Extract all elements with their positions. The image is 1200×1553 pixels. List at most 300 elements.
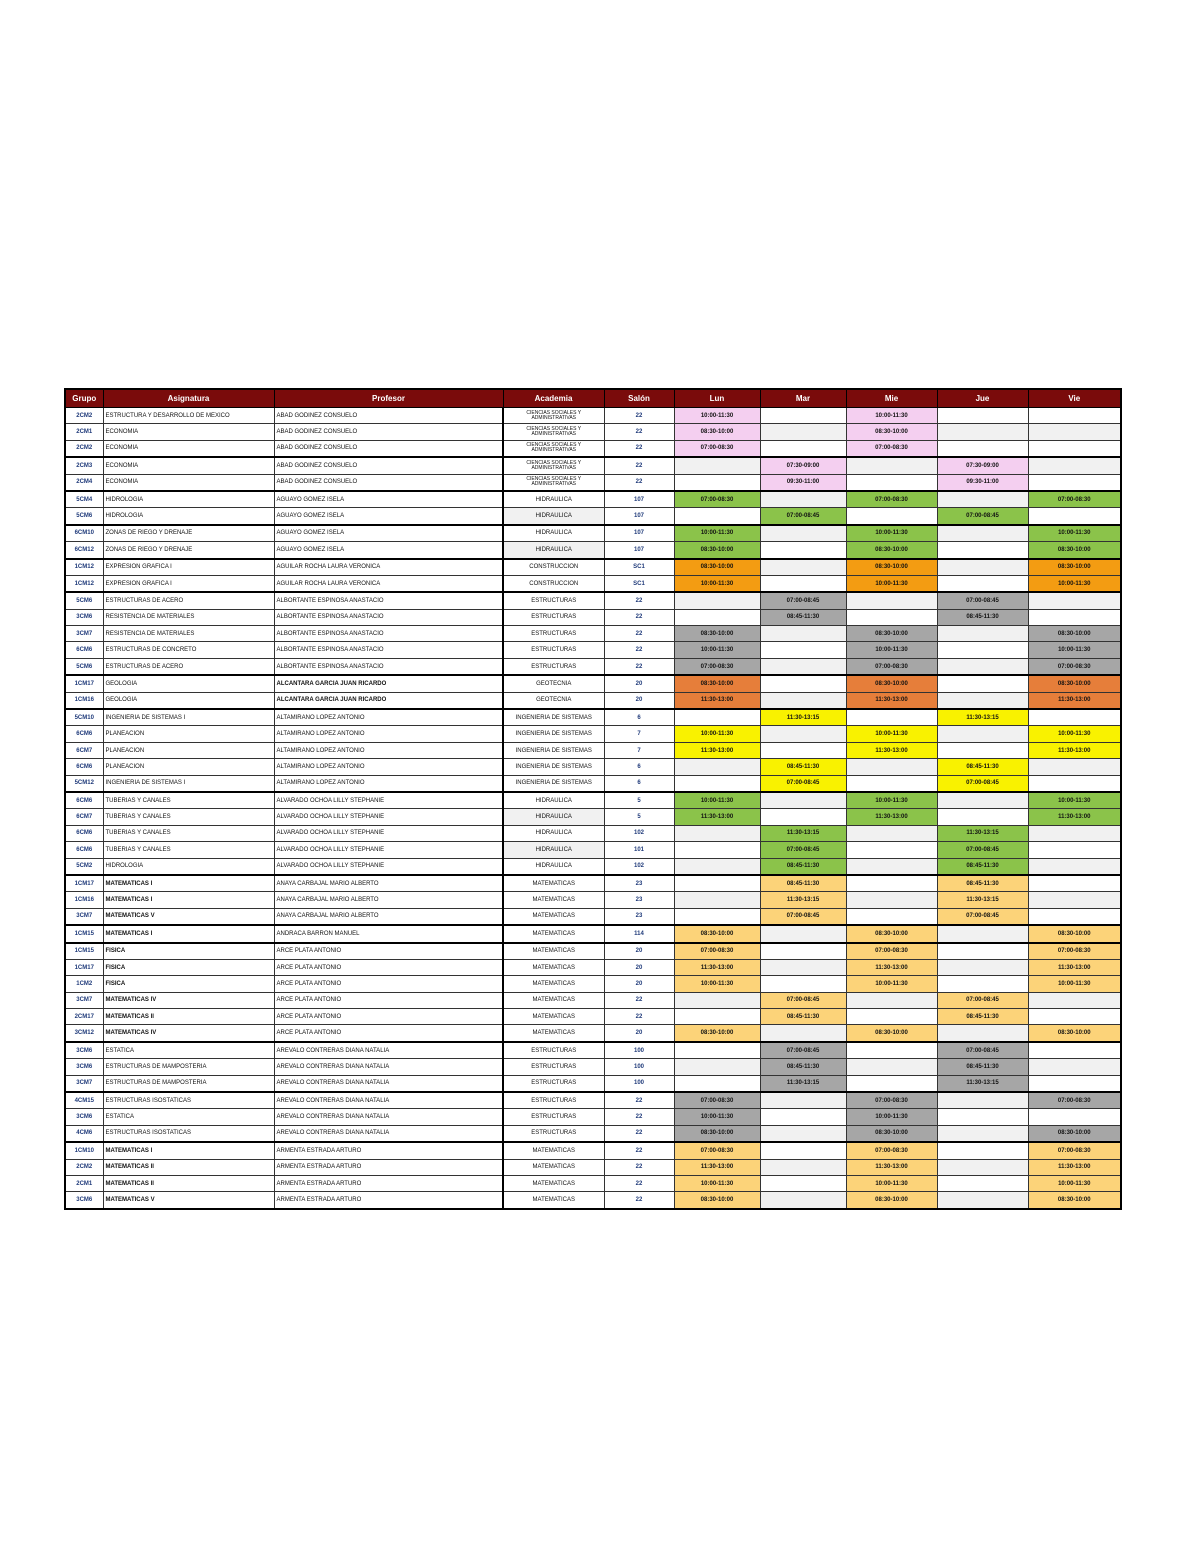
cell-asignatura: TUBERIAS Y CANALES [103,842,274,858]
cell-salon: 107 [604,525,674,542]
cell-mie: 10:00-11:30 [846,976,937,992]
cell-asignatura: PLANEACION [103,726,274,742]
cell-jue: 08:45-11:30 [937,1009,1028,1025]
cell-mie: 07:00-08:30 [846,1092,937,1109]
cell-salon: 20 [604,1025,674,1042]
cell-grupo: 1CM10 [65,1142,103,1159]
table-row [65,1125,1121,1142]
cell-salon: 22 [604,424,674,440]
cell-academia: ESTRUCTURAS [503,592,604,609]
cell-salon: 107 [604,508,674,525]
cell-vie [1028,875,1121,892]
cell-academia: MATEMATICAS [503,1192,604,1209]
cell-asignatura: MATEMATICAS IV [103,992,274,1008]
cell-grupo: 6CM6 [65,726,103,742]
cell-salon: 20 [604,976,674,992]
cell-vie: 11:30-13:00 [1028,959,1121,975]
cell-lun [674,709,760,726]
cell-salon: 20 [604,675,674,692]
cell-jue: 07:30-09:00 [937,457,1028,474]
cell-mie [846,1009,937,1025]
cell-grupo: 1CM2 [65,976,103,992]
cell-salon: 22 [604,474,674,491]
cell-vie: 07:00-08:30 [1028,943,1121,960]
cell-mar: 07:00-08:45 [760,592,846,609]
cell-mie: 08:30-10:00 [846,542,937,559]
table-row [65,408,1121,424]
cell-mie: 07:00-08:30 [846,658,937,675]
header-mie: Mie [846,389,937,408]
cell-asignatura: RESISTENCIA DE MATERIALES [103,609,274,625]
cell-profesor: ALBORTANTE ESPINOSA ANASTACIO [274,626,503,642]
cell-salon: 22 [604,592,674,609]
cell-salon: 22 [604,1142,674,1159]
cell-jue [937,792,1028,809]
cell-salon: 22 [604,1009,674,1025]
cell-asignatura: MATEMATICAS I [103,925,274,942]
cell-asignatura: MATEMATICAS I [103,875,274,892]
cell-mar [760,1109,846,1125]
cell-jue [937,575,1028,592]
cell-grupo: 5CM6 [65,592,103,609]
cell-lun: 08:30-10:00 [674,626,760,642]
cell-grupo: 3CM6 [65,1192,103,1209]
cell-lun [674,508,760,525]
cell-mie: 08:30-10:00 [846,626,937,642]
cell-salon: 22 [604,609,674,625]
header-mar: Mar [760,389,846,408]
cell-grupo: 4CM15 [65,1092,103,1109]
cell-mie: 07:00-08:30 [846,943,937,960]
cell-mar: 07:00-08:45 [760,992,846,1008]
cell-academia: CIENCIAS SOCIALES Y ADMINISTRATIVAS [503,457,604,474]
cell-vie: 07:00-08:30 [1028,1092,1121,1109]
cell-lun [674,1059,760,1075]
table-row [65,842,1121,858]
table-row [65,1075,1121,1092]
cell-vie: 10:00-11:30 [1028,642,1121,658]
cell-mar [760,1092,846,1109]
cell-asignatura: INGENIERIA DE SISTEMAS I [103,775,274,792]
cell-lun [674,825,760,841]
cell-grupo: 2CM17 [65,1009,103,1025]
cell-jue [937,1125,1028,1142]
cell-mie: 08:30-10:00 [846,1192,937,1209]
cell-vie: 07:00-08:30 [1028,658,1121,675]
cell-profesor: ALCANTARA GARCIA JUAN RICARDO [274,692,503,709]
cell-grupo: 5CM2 [65,858,103,875]
cell-grupo: 2CM2 [65,440,103,457]
cell-asignatura: HIDROLOGIA [103,508,274,525]
cell-profesor: ALVARADO OCHOA LILLY STEPHANIE [274,842,503,858]
cell-jue [937,424,1028,440]
cell-profesor: ARMENTA ESTRADA ARTURO [274,1142,503,1159]
cell-profesor: ANDRACA BARRON MANUEL [274,925,503,942]
header-jue: Jue [937,389,1028,408]
cell-academia: MATEMATICAS [503,1175,604,1191]
cell-salon: 22 [604,1175,674,1191]
cell-jue [937,440,1028,457]
cell-lun: 11:30-13:00 [674,742,760,758]
cell-vie [1028,474,1121,491]
cell-profesor: AGUILAR ROCHA LAURA VERONICA [274,559,503,576]
cell-salon: 100 [604,1059,674,1075]
table-row [65,992,1121,1008]
cell-mar [760,792,846,809]
cell-academia: GEOTECNIA [503,692,604,709]
cell-salon: 22 [604,408,674,424]
cell-jue [937,959,1028,975]
cell-vie [1028,1009,1121,1025]
cell-profesor: ABAD GODINEZ CONSUELO [274,408,503,424]
cell-profesor: AREVALO CONTRERAS DIANA NATALIA [274,1125,503,1142]
table-row [65,675,1121,692]
cell-grupo: 1CM12 [65,575,103,592]
table-row [65,508,1121,525]
cell-mie [846,508,937,525]
cell-mie: 08:30-10:00 [846,424,937,440]
cell-grupo: 2CM2 [65,408,103,424]
cell-asignatura: MATEMATICAS II [103,1159,274,1175]
cell-profesor: ALTAMIRANO LOPEZ ANTONIO [274,726,503,742]
table-row [65,1175,1121,1191]
cell-lun: 07:00-08:30 [674,440,760,457]
cell-asignatura: MATEMATICAS IV [103,1025,274,1042]
cell-academia: ESTRUCTURAS [503,609,604,625]
cell-academia: ESTRUCTURAS [503,1042,604,1059]
cell-jue: 07:00-08:45 [937,842,1028,858]
cell-lun: 07:00-08:30 [674,1142,760,1159]
cell-salon: 6 [604,775,674,792]
cell-grupo: 1CM12 [65,559,103,576]
cell-asignatura: MATEMATICAS II [103,1175,274,1191]
cell-salon: 22 [604,440,674,457]
cell-asignatura: ESTATICA [103,1109,274,1125]
cell-mie [846,759,937,775]
cell-grupo: 1CM15 [65,925,103,942]
cell-jue: 07:00-08:45 [937,775,1028,792]
cell-academia: CIENCIAS SOCIALES Y ADMINISTRATIVAS [503,408,604,424]
cell-mie [846,709,937,726]
cell-vie [1028,842,1121,858]
cell-vie: 10:00-11:30 [1028,575,1121,592]
cell-academia: INGENIERIA DE SISTEMAS [503,742,604,758]
cell-jue [937,742,1028,758]
table-row [65,809,1121,825]
cell-lun: 10:00-11:30 [674,726,760,742]
cell-mie: 11:30-13:00 [846,809,937,825]
cell-academia: ESTRUCTURAS [503,1059,604,1075]
cell-vie [1028,759,1121,775]
cell-lun: 07:00-08:30 [674,658,760,675]
cell-mie: 10:00-11:30 [846,792,937,809]
cell-asignatura: MATEMATICAS II [103,1009,274,1025]
cell-salon: 22 [604,1159,674,1175]
cell-jue [937,1175,1028,1191]
cell-mie: 10:00-11:30 [846,642,937,658]
cell-mar [760,408,846,424]
cell-grupo: 6CM10 [65,525,103,542]
cell-grupo: 3CM6 [65,1109,103,1125]
cell-mie: 08:30-10:00 [846,1025,937,1042]
cell-lun: 10:00-11:30 [674,1175,760,1191]
cell-jue [937,1025,1028,1042]
schedule-table [64,388,1122,1210]
cell-vie: 08:30-10:00 [1028,1192,1121,1209]
cell-profesor: ABAD GODINEZ CONSUELO [274,424,503,440]
cell-grupo: 2CM1 [65,1175,103,1191]
cell-asignatura: GEOLOGIA [103,692,274,709]
cell-grupo: 3CM7 [65,1075,103,1092]
cell-salon: 22 [604,1192,674,1209]
cell-vie [1028,908,1121,925]
cell-lun: 10:00-11:30 [674,575,760,592]
cell-mar [760,809,846,825]
cell-academia: CIENCIAS SOCIALES Y ADMINISTRATIVAS [503,424,604,440]
cell-profesor: ALVARADO OCHOA LILLY STEPHANIE [274,858,503,875]
cell-lun: 08:30-10:00 [674,424,760,440]
cell-salon: 22 [604,658,674,675]
cell-vie [1028,609,1121,625]
cell-vie [1028,709,1121,726]
cell-asignatura: EXPRESION GRAFICA I [103,575,274,592]
cell-lun [674,908,760,925]
cell-salon: 22 [604,457,674,474]
cell-academia: HIDRAULICA [503,858,604,875]
cell-jue [937,809,1028,825]
cell-lun [674,1075,760,1092]
cell-lun [674,457,760,474]
cell-profesor: AGUAYO GOMEZ ISELA [274,525,503,542]
schedule-body [65,408,1121,1209]
cell-grupo: 6CM12 [65,542,103,559]
cell-lun [674,1042,760,1059]
cell-lun [674,842,760,858]
cell-asignatura: ESTRUCTURAS DE ACERO [103,658,274,675]
cell-profesor: ABAD GODINEZ CONSUELO [274,440,503,457]
cell-vie: 10:00-11:30 [1028,976,1121,992]
cell-jue: 07:00-08:45 [937,508,1028,525]
cell-asignatura: GEOLOGIA [103,675,274,692]
cell-mar: 07:30-09:00 [760,457,846,474]
cell-mar [760,726,846,742]
cell-mar [760,1125,846,1142]
cell-asignatura: ESTRUCTURAS ISOSTATICAS [103,1125,274,1142]
cell-salon: 22 [604,1092,674,1109]
cell-vie: 11:30-13:00 [1028,809,1121,825]
cell-profesor: AGUAYO GOMEZ ISELA [274,508,503,525]
cell-lun: 07:00-08:30 [674,1092,760,1109]
cell-mar: 09:30-11:00 [760,474,846,491]
cell-mar [760,1142,846,1159]
cell-salon: 23 [604,908,674,925]
cell-academia: MATEMATICAS [503,959,604,975]
cell-mar [760,675,846,692]
cell-profesor: ARCE PLATA ANTONIO [274,1009,503,1025]
cell-mar [760,559,846,576]
cell-academia: ESTRUCTURAS [503,642,604,658]
cell-vie: 11:30-13:00 [1028,1159,1121,1175]
cell-jue [937,491,1028,508]
cell-jue: 08:45-11:30 [937,759,1028,775]
cell-mie [846,1059,937,1075]
cell-mar: 08:45-11:30 [760,759,846,775]
cell-academia: ESTRUCTURAS [503,1092,604,1109]
cell-grupo: 6CM7 [65,742,103,758]
cell-salon: 5 [604,809,674,825]
cell-profesor: AREVALO CONTRERAS DIANA NATALIA [274,1092,503,1109]
table-row [65,892,1121,908]
cell-profesor: AGUAYO GOMEZ ISELA [274,542,503,559]
cell-mar [760,525,846,542]
cell-vie: 08:30-10:00 [1028,1025,1121,1042]
cell-mie: 07:00-08:30 [846,491,937,508]
cell-jue [937,1159,1028,1175]
cell-salon: 23 [604,892,674,908]
cell-grupo: 2CM3 [65,457,103,474]
table-row [65,1025,1121,1042]
cell-vie [1028,508,1121,525]
cell-mie [846,1075,937,1092]
cell-grupo: 3CM6 [65,1042,103,1059]
cell-lun: 08:30-10:00 [674,559,760,576]
cell-jue [937,943,1028,960]
cell-mie [846,474,937,491]
cell-asignatura: FISICA [103,943,274,960]
cell-salon: 107 [604,542,674,559]
cell-lun: 08:30-10:00 [674,675,760,692]
cell-mie: 11:30-13:00 [846,692,937,709]
cell-jue: 09:30-11:00 [937,474,1028,491]
cell-jue: 11:30-13:15 [937,709,1028,726]
cell-academia: ESTRUCTURAS [503,658,604,675]
cell-mar [760,491,846,508]
cell-profesor: ARCE PLATA ANTONIO [274,959,503,975]
cell-mie: 11:30-13:00 [846,742,937,758]
cell-mar: 08:45-11:30 [760,858,846,875]
cell-academia: HIDRAULICA [503,508,604,525]
cell-grupo: 3CM6 [65,1059,103,1075]
cell-salon: 114 [604,925,674,942]
cell-salon: 23 [604,875,674,892]
cell-vie: 08:30-10:00 [1028,675,1121,692]
cell-jue: 11:30-13:15 [937,892,1028,908]
cell-profesor: AGUILAR ROCHA LAURA VERONICA [274,575,503,592]
cell-mar [760,959,846,975]
cell-vie: 07:00-08:30 [1028,1142,1121,1159]
cell-lun: 11:30-13:00 [674,692,760,709]
cell-mar: 07:00-08:45 [760,1042,846,1059]
cell-vie [1028,440,1121,457]
table-row [65,575,1121,592]
cell-grupo: 2CM2 [65,1159,103,1175]
cell-mie [846,892,937,908]
table-row [65,525,1121,542]
table-row [65,1092,1121,1109]
cell-academia: GEOTECNIA [503,675,604,692]
header-lun: Lun [674,389,760,408]
cell-asignatura: ZONAS DE RIEGO Y DRENAJE [103,525,274,542]
table-row [65,642,1121,658]
cell-vie: 08:30-10:00 [1028,626,1121,642]
cell-mar [760,1192,846,1209]
cell-academia: MATEMATICAS [503,943,604,960]
cell-lun [674,1009,760,1025]
cell-grupo: 6CM6 [65,842,103,858]
cell-jue [937,925,1028,942]
cell-academia: HIDRAULICA [503,542,604,559]
cell-mar: 08:45-11:30 [760,609,846,625]
cell-vie [1028,424,1121,440]
cell-jue [937,1092,1028,1109]
cell-jue [937,559,1028,576]
cell-vie [1028,1075,1121,1092]
cell-lun: 08:30-10:00 [674,1192,760,1209]
cell-mie [846,457,937,474]
cell-asignatura: ECONOMIA [103,457,274,474]
cell-jue: 07:00-08:45 [937,992,1028,1008]
header-vie: Vie [1028,389,1121,408]
cell-vie: 11:30-13:00 [1028,742,1121,758]
cell-jue [937,1109,1028,1125]
cell-mie: 10:00-11:30 [846,525,937,542]
cell-salon: 100 [604,1075,674,1092]
cell-grupo: 6CM6 [65,825,103,841]
cell-grupo: 3CM7 [65,908,103,925]
cell-profesor: ARMENTA ESTRADA ARTURO [274,1159,503,1175]
cell-grupo: 5CM6 [65,658,103,675]
table-row [65,457,1121,474]
cell-academia: INGENIERIA DE SISTEMAS [503,759,604,775]
table-row [65,976,1121,992]
cell-jue: 08:45-11:30 [937,1059,1028,1075]
cell-mie [846,1042,937,1059]
table-row [65,875,1121,892]
cell-grupo: 6CM7 [65,809,103,825]
cell-mar: 07:00-08:45 [760,508,846,525]
cell-academia: HIDRAULICA [503,792,604,809]
table-row [65,1009,1121,1025]
cell-grupo: 2CM1 [65,424,103,440]
cell-profesor: ALVARADO OCHOA LILLY STEPHANIE [274,825,503,841]
cell-mie: 07:00-08:30 [846,440,937,457]
cell-lun [674,609,760,625]
cell-vie [1028,1059,1121,1075]
table-row [65,908,1121,925]
cell-profesor: ARCE PLATA ANTONIO [274,992,503,1008]
cell-mar [760,976,846,992]
cell-lun: 10:00-11:30 [674,792,760,809]
table-row [65,1159,1121,1175]
cell-lun: 08:30-10:00 [674,1025,760,1042]
table-row [65,726,1121,742]
cell-mar: 07:00-08:45 [760,775,846,792]
cell-lun: 07:00-08:30 [674,943,760,960]
cell-jue: 07:00-08:45 [937,908,1028,925]
cell-jue [937,408,1028,424]
cell-mar: 08:45-11:30 [760,1059,846,1075]
cell-vie [1028,457,1121,474]
table-row [65,424,1121,440]
cell-mie: 10:00-11:30 [846,408,937,424]
cell-vie [1028,1042,1121,1059]
cell-profesor: ALTAMIRANO LOPEZ ANTONIO [274,759,503,775]
cell-asignatura: MATEMATICAS V [103,1192,274,1209]
cell-academia: MATEMATICAS [503,1142,604,1159]
cell-grupo: 3CM7 [65,992,103,1008]
cell-mar: 11:30-13:15 [760,892,846,908]
table-row [65,658,1121,675]
